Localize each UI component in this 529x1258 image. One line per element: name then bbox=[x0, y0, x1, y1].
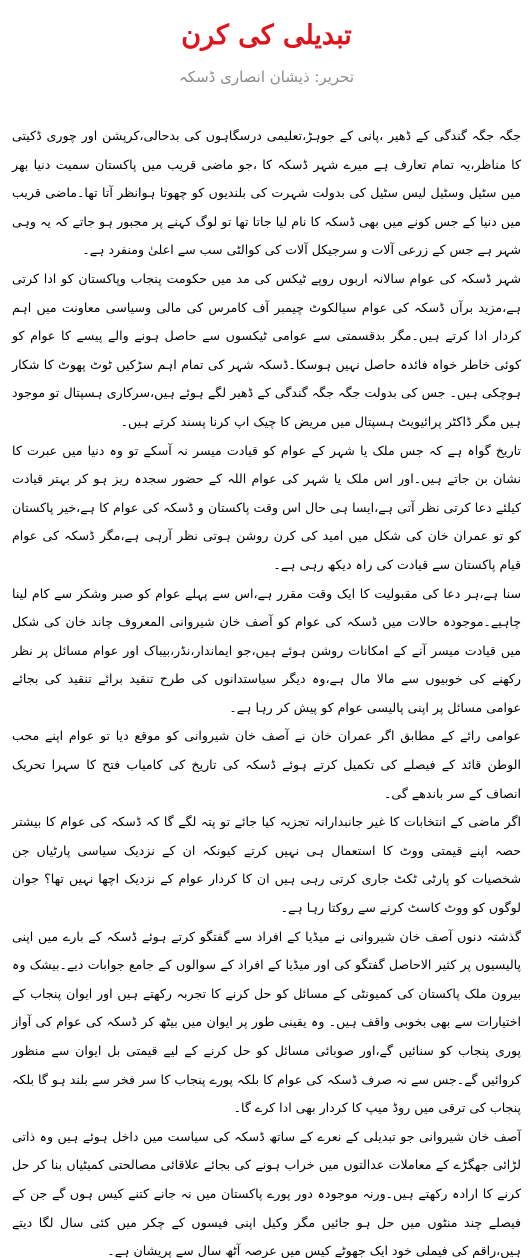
paragraph-8: آصف خان شیروانی جو تبدیلی کے نعرے کے ساتھ ڈسکہ کی سیاست میں داخل ہوئے ہیں وہ ذاتی لڑائی جھگڑے کے معاملات عدالتوں میں خراب ہونے کی بجائے علاقائی مصالحتی کمیٹیاں بنا کر حل کرنے کا ارادہ رکھتے ہیں۔ورنہ موجودہ دور پورے پاکستان میں نہ جانے کتنے کیس ہوں گے جن کے فیصلے چند منٹوں میں حل ہو جائیں مگر وکیل اپنی فیسوں کے چکر میں کئی سال لگا دیتے ہیں،راقم کی فیملی خود ایک جھوٹے کیس میں عرصہ آٹھ سال سے پریشان ہے۔ bbox=[12, 1128, 521, 1258]
article-body bbox=[12, 122, 521, 1258]
paragraph-1: جگہ جگہ گندگی کے ڈھیر ،پانی کے جوہڑ،تعلیمی درسگاہوں کی بدحالی،کرپشن اور چوری ڈکیتی کا مناظر،یہ تمام تعارف ہے میرے شہر ڈسکہ کا ،جو ماضی قریب میں پاکستان سمیت دنیا بھر میں سٹیل وسٹیل لیس سٹیل کی بدولت شہرت کی بلندیوں کو چھوتا ہوانظر آتا تھا۔ماضی قریب میں دنیا کے جس کونے میں بھی ڈسکہ کا نام لیا جاتا تھا تو لوگ کہنے پر مجبور ہو جاتے کہ یہ وہی شہر ہے جس کے زرعی آلات و سرجیکل آلات کی کوالٹی سب سے اعلیٰ ومنفرد ہے۔ bbox=[12, 128, 521, 258]
paragraph-7: گذشتہ دنوں آصف خان شیروانی نے میڈیا کے افراد سے گفتگو کرتے ہوئے ڈسکہ کے بارے میں اپنی پالیسیوں پر کثیر الاحاصل گفتگو کی اور میڈیا کے افراد کے سوالوں کے جامع جوابات دیے۔بیشک وہ بیرون ملک پاکستان کی کمیونٹی کے مسائل کو حل کرنے کا تجربہ رکھتے ہیں اور ایوان پنجاب کے اختیارات سے بھی بخوبی واقف ہیں۔ وہ یقینی طور پر ایوان میں بیٹھ کر ڈسکہ کی عوام کی آواز پوری پنجاب کو سنائیں گے،اور صوبائی مسائل کو حل کرنے کے لیے قیمتی بل ایوان سے منظور کروائیں گے۔جس سے نہ صرف ڈسکہ کی عوام کا بلکہ پورے پنجاب کا سر فخر سے بلند ہو گا بلکہ پنجاب کی ترقی میں روڈ میپ کا کردار بھی ادا کرے گا۔ bbox=[12, 928, 521, 1116]
paragraph-3: تاریخ گواہ ہے کہ جس ملک یا شہر کے عوام کو قیادت میسر نہ آسکے تو وہ دنیا میں عبرت کا نشان بن جاتے ہیں۔اور اس ملک یا شہر کی عوام اللہ کے حضور سجدہ ریز ہو کر بہتر قیادت کیلئے دعا کرتی نظر آتی ہے،ایسا ہی حال اس وقت پاکستان و ڈسکہ کی عوام کا ہے،خیر پاکستان کو تو عمران خان کی شکل میں امید کی کرن روشن ہوتی نظر آرہی ہے،مگر ڈسکہ کی عوام قیام پاکستان سے قیادت کی راہ دیکھ رہی ہے۔ bbox=[12, 442, 521, 572]
paragraph-6: اگر ماضی کے انتخابات کا غیر جانبدارانہ تجزیہ کیا جائے تو پتہ لگے گا کہ ڈسکہ کی عوام کا بیشتر حصہ اپنے قیمتی ووٹ کا استعمال ہی نہیں کرتے کیونکہ ان کے نزدیک سیاسی پارٹیاں جن شخصیات کو پارٹی ٹکٹ جاری کرتی رہی ہیں ان کا کردار عوام کے نزدیک اچھا نہیں تھا؟ جوان لوگوں کو ووٹ کاسٹ کرنے سے روکتا رہا ہے۔ bbox=[12, 814, 521, 916]
paragraph-2: شہر ڈسکہ کی عوام سالانہ اربوں روپے ٹیکس کی مد میں حکومت پنجاب وپاکستان کو ادا کرتی ہے،مزید برآں ڈسکہ کی عوام سیالکوٹ چیمبر آف کامرس کی مالی وسیاسی معاونت میں اہم کردار ادا کرتے ہیں۔مگر بدقسمتی سے عوامی ٹیکسوں سے حاصل ہونے والے پیسے کا عوام کو کوئی خاطر خواہ فائدہ حاصل نہیں ہوسکا۔ڈسکہ شہر کی تمام اہم سڑکیں ٹوٹ پھوٹ کا شکار ہوچکی ہیں۔ جس کی بدولت جگہ جگہ گندگی کے ڈھیر لگے ہوئے ہیں،سرکاری ہسپتال تو موجود ہیں مگر ڈاکٹر پرائیویٹ ہسپتال میں مریض کا چیک اپ کرنا پسند کرتے ہیں۔ bbox=[12, 270, 521, 429]
paragraph-4: سنا ہے،ہر دعا کی مقبولیت کا ایک وقت مقرر ہے،اس سے پہلے عوام کو صبر وشکر سے کام لینا چاہیے۔موجودہ حالات میں ڈسکہ کی عوام کو آصف خان شیروانی المعروف چاند خان کی شکل میں قیادت میسر آنے کے امکانات روشن ہوئے ہیں،جو ایماندار،نڈر،بیباک اور عوام مسائل پر نظر رکھنے کی خوبیوں سے مالا مال ہے،وہ دیگر سیاستدانوں کی طرح تنقید برائے تنقید کی بجائے عوامی مسائل پر اپنی پالیسی عوام کو پیش کر رہا ہے۔ bbox=[12, 585, 521, 715]
article-title: تبدیلی کی کرن bbox=[181, 20, 352, 51]
article-byline: تحریر: ذیشان انصاری ڈسکہ bbox=[179, 68, 354, 86]
paragraph-5: عوامی رائے کے مطابق اگر عمران خان نے آصف خان شیروانی کو موقع دیا تو عوام اپنے محب الوطن قائد کے فیصلے کی تکمیل کرتے ہوئے ڈسکہ کی تاریخ کی کامیاب فتح کا سہرا تحریک انصاف کے سر باندھے گی۔ bbox=[12, 728, 521, 801]
